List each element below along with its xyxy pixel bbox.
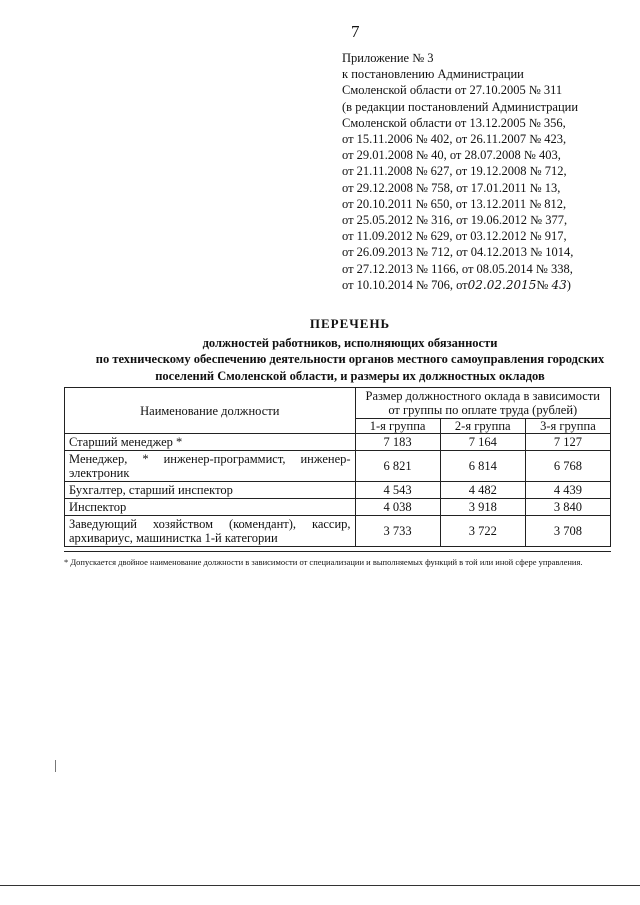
salary-cell: 7 183	[355, 434, 440, 451]
footnote: * Допускается двойное наименование должности в зависимости от специализации и выполняемых функций в той или иной сфере управления.	[64, 557, 583, 567]
column-header-group-3: 3-я группа	[525, 419, 610, 434]
position-cell: Старший менеджер *	[65, 434, 356, 451]
appendix-line: от 29.01.2008 № 40, от 28.07.2008 № 403,	[342, 148, 561, 163]
handwritten-no-label: №	[536, 277, 549, 292]
salary-table	[64, 387, 611, 547]
column-header-position: Наименование должности	[65, 388, 356, 434]
document-title	[60, 316, 640, 384]
salary-cell: 6 768	[525, 451, 610, 482]
salary-cell: 7 164	[440, 434, 525, 451]
salary-cell: 6 821	[355, 451, 440, 482]
table-header-row	[65, 388, 611, 419]
table-row	[65, 451, 611, 482]
salary-cell: 4 543	[355, 482, 440, 499]
scan-mark	[55, 760, 56, 772]
appendix-last-line-text: от 10.10.2014 № 706, от	[342, 277, 468, 292]
title-line-2: должностей работников, исполняющих обязанности	[202, 335, 498, 350]
column-header-group-2: 2-я группа	[440, 419, 525, 434]
appendix-line: Приложение № 3	[342, 51, 434, 65]
table-row	[65, 434, 611, 451]
title-line-4: поселений Смоленской области, и размеры их должностных окладов	[155, 368, 545, 383]
column-header-salary: Размер должностного оклада в зависимости от группы по оплате труда (рублей)	[355, 388, 610, 419]
appendix-line: к постановлению Администрации	[342, 67, 524, 82]
closing-paren: )	[566, 277, 571, 292]
salary-cell: 4 482	[440, 482, 525, 499]
page-number: 7	[351, 22, 360, 41]
column-header-group-1: 1-я группа	[355, 419, 440, 434]
appendix-line: от 29.12.2008 № 758, от 17.01.2011 № 13,	[342, 180, 561, 195]
appendix-line: (в редакции постановлений Администрации	[342, 99, 579, 114]
appendix-line: от 25.05.2012 № 316, от 19.06.2012 № 377,	[342, 213, 568, 228]
salary-cell: 4 439	[525, 482, 610, 499]
position-cell: Менеджер, * инженер-программист, инженер-электроник	[65, 451, 356, 482]
appendix-line: от 20.10.2011 № 650, от 13.12.2011 № 812,	[342, 196, 567, 211]
salary-cell: 6 814	[440, 451, 525, 482]
salary-cell: 3 708	[525, 516, 610, 547]
table-row	[65, 499, 611, 516]
position-cell: Инспектор	[65, 499, 356, 516]
appendix-line: от 11.09.2012 № 629, от 03.12.2012 № 917,	[342, 229, 567, 244]
position-cell: Заведующий хозяйством (комендант), кассир, архивариус, машинистка 1-й категории	[65, 516, 356, 547]
handwritten-date: 02.02.2015	[467, 277, 537, 292]
salary-cell: 3 722	[440, 516, 525, 547]
salary-cell: 4 038	[355, 499, 440, 516]
salary-cell: 7 127	[525, 434, 610, 451]
table-row	[65, 482, 611, 499]
title-line-1: ПЕРЕЧЕНЬ	[309, 316, 391, 331]
handwritten-number: 43	[551, 277, 567, 292]
appendix-line: от 27.12.2013 № 1166, от 08.05.2014 № 338,	[342, 261, 573, 276]
appendix-line: Смоленской области от 13.12.2005 № 356,	[342, 115, 566, 130]
appendix-line: от 21.11.2008 № 627, от 19.12.2008 № 712,	[342, 164, 567, 179]
table-row	[65, 516, 611, 547]
appendix-line: от 26.09.2013 № 712, от 04.12.2013 № 1014,	[342, 245, 574, 260]
appendix-line: Смоленской области от 27.10.2005 № 311	[342, 83, 563, 98]
salary-cell: 3 733	[355, 516, 440, 547]
salary-cell: 3 840	[525, 499, 610, 516]
appendix-line: от 15.11.2006 № 402, от 26.11.2007 № 423,	[342, 132, 567, 147]
footnote-divider	[64, 551, 611, 552]
title-line-3: по техническому обеспечению деятельности органов местного самоуправления городских	[95, 352, 605, 366]
appendix-header	[342, 50, 578, 293]
position-cell: Бухгалтер, старший инспектор	[65, 482, 356, 499]
appendix-last-line	[342, 277, 578, 293]
page-bottom-rule	[0, 885, 640, 886]
salary-cell: 3 918	[440, 499, 525, 516]
